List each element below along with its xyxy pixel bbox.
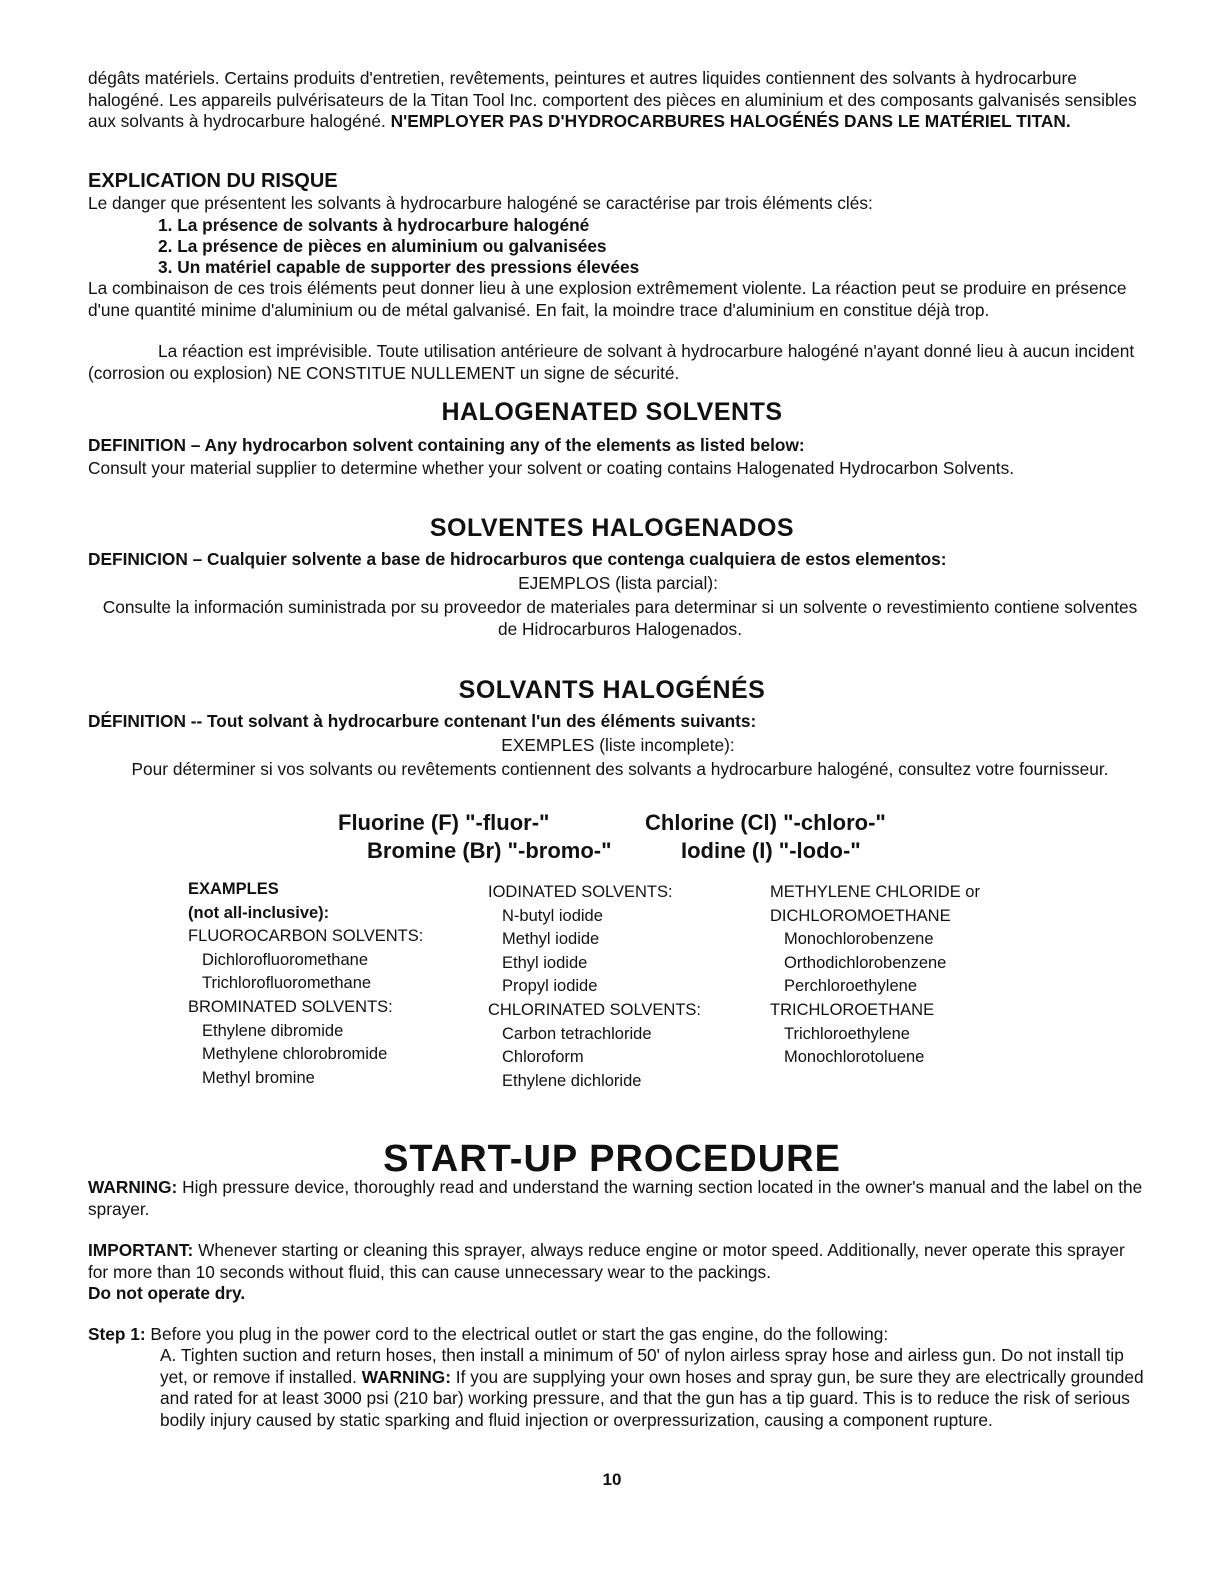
intro-warning: N'EMPLOYER PAS D'HYDROCARBURES HALOGÉNÉS DANS LE MATÉRIEL TITAN. [390, 111, 1071, 131]
step-a-warning-label: WARNING: [361, 1366, 451, 1387]
list-item: Orthodichlorobenzene [784, 953, 947, 972]
group-chlorinated: CHLORINATED SOLVENTS: [488, 1000, 702, 1019]
heading-startup-procedure: START-UP PROCEDURE [383, 1138, 841, 1180]
step-1 [88, 1324, 1148, 1346]
step-label: Step 1: [88, 1324, 146, 1344]
list-item: Perchloroethylene [784, 977, 917, 996]
list-item: Ethylene dibromide [202, 1021, 344, 1040]
english-definition: DEFINITION – Any hydrocarbon solvent containing any of the elements as listed below: [88, 435, 805, 455]
element-fluorine: Fluorine (F) "-fluor-" [338, 810, 550, 835]
explication-lead: Le danger que présentent les solvants à hydrocarbure halogéné se caractérise par trois éléments clés: [88, 193, 873, 213]
spanish-definition: DEFINICION – Cualquier solvente a base de hidrocarburos que contenga cualquiera de estos elementos: [88, 549, 947, 569]
step-a-text: A. Tighten suction and return hoses, then install a minimum of 50' of nylon airless spray hose and airless gun. Do not install tip yet, or remove if installed. [160, 1345, 1124, 1387]
list-item: Methylene chlorobromide [202, 1045, 388, 1064]
group-brominated: BROMINATED SOLVENTS: [188, 997, 393, 1016]
list-item: N-butyl iodide [502, 906, 603, 925]
english-consult: Consult your material supplier to determine whether your solvent or coating contains Halogenated Hydrocarbon Solvents. [88, 458, 1015, 478]
list-item: Chloroform [502, 1048, 584, 1067]
examples-title: EXAMPLES [188, 880, 279, 898]
list-item: Methyl iodide [502, 930, 600, 949]
do-not-operate-dry: Do not operate dry. [88, 1283, 246, 1303]
element-iodine: Iodine (I) "-lodo-" [681, 838, 861, 863]
list-item: Monochlorotoluene [784, 1048, 925, 1067]
risk-item-3: 3. Un matériel capable de supporter des pressions élevées [158, 257, 640, 277]
french-consult: Pour déterminer si vos solvants ou revêtements contiennent des solvants a hydrocarbure halogéné, consultez votre fournisseur. [131, 759, 1109, 779]
startup-important [88, 1240, 1148, 1283]
step-text: Before you plug in the power cord to the electrical outlet or start the gas engine, do the following: [145, 1324, 889, 1344]
list-item: Monochlorobenzene [784, 930, 934, 949]
intro-paragraph [88, 68, 1148, 133]
examples-column-3 [770, 881, 980, 1070]
french-examples: EXEMPLES (liste incomplete): [501, 735, 735, 755]
explication-title: EXPLICATION DU RISQUE [88, 170, 338, 192]
list-item: Trichloroethylene [784, 1024, 910, 1043]
heading-solventes-halogenados: SOLVENTES HALOGENADOS [429, 514, 795, 542]
list-item: Trichlorofluoromethane [202, 974, 372, 993]
risk-item-1: 1. La présence de solvants à hydrocarbure halogéné [158, 215, 590, 235]
group-fluorocarbon: FLUOROCARBON SOLVENTS: [188, 927, 424, 946]
spanish-consult: Consulte la información suministrada por su proveedor de materiales para determinar si un solvente o revestimiento contiene solventes de Hidrocarburos Halogenados. [102, 597, 1138, 639]
french-definition: DÉFINITION -- Tout solvant à hydrocarbure contenant l'un des éléments suivants: [88, 711, 757, 731]
step-a-warning-text: If you are supplying your own hoses and spray gun, be sure they are electrically grounded and rated for at least 3000 psi (210 bar) working pressure, and that the gun has a tip guard. This is to reduce the risk of serious bodily injury caused by static sparking and fluid injection or overpressurization, causing a component rupture. [160, 1366, 1144, 1430]
risk-item-2: 2. La présence de pièces en aluminium ou galvanisées [158, 236, 607, 256]
examples-subtitle: (not all-inclusive): [188, 903, 330, 922]
list-item: Propyl iodide [502, 977, 598, 996]
important-label: IMPORTANT: [88, 1240, 194, 1260]
heading-solvants-halogenes: SOLVANTS HALOGÉNÉS [458, 676, 766, 704]
spanish-examples: EJEMPLOS (lista parcial): [518, 573, 718, 593]
examples-column-1 [188, 878, 423, 1090]
element-chlorine: Chlorine (Cl) "-chloro-" [645, 810, 886, 835]
step-1-a [160, 1345, 1150, 1431]
warning-label: WARNING: [88, 1177, 178, 1197]
element-bromine: Bromine (Br) "-bromo-" [367, 838, 612, 863]
startup-warning [88, 1177, 1148, 1220]
heading-halogenated-solvents: HALOGENATED SOLVENTS [441, 398, 783, 426]
group-methylene-chloride: METHYLENE CHLORIDE or [770, 883, 980, 901]
group-dichloromoethane: DICHLOROMOETHANE [770, 906, 951, 925]
group-trichloroethane: TRICHLOROETHANE [770, 1000, 935, 1019]
explication-para2: La réaction est imprévisible. Toute utilisation antérieure de solvant à hydrocarbure halogéné n'ayant donné lieu à aucun incident (corrosion ou explosion) NE CONSTITUE NULLEMENT un signe de sécurité. [88, 341, 1135, 383]
list-item: Methyl bromine [202, 1068, 315, 1087]
list-item: Ethyl iodide [502, 953, 588, 972]
important-text: Whenever starting or cleaning this sprayer, always reduce engine or motor speed. Additionally, never operate this sprayer for more than 10 seconds without fluid, this can cause unnecessary wear to the packings. [88, 1240, 1125, 1282]
page-number: 10 [602, 1470, 622, 1489]
intro-text: dégâts matériels. Certains produits d'entretien, revêtements, peintures et autres liquides contiennent des solvants à hydrocarbure halogéné. Les appareils pulvérisateurs de la Titan Tool Inc. comportent des pièces en aluminium et des composants galvanisés sensibles aux solvants à hydrocarbure halogéné. [88, 68, 1137, 131]
list-item: Carbon tetrachloride [502, 1024, 652, 1043]
list-item: Dichlorofluoromethane [202, 950, 369, 969]
explication-para1: La combinaison de ces trois éléments peut donner lieu à une explosion extrêmement violente. La réaction peut se produire en présence d'une quantité minime d'aluminium ou de métal galvanisé. En fait, la moindre trace d'aluminium en constitue déjà trop. [88, 278, 1127, 320]
warning-text: High pressure device, thoroughly read and understand the warning section located in the owner's manual and the label on the sprayer. [88, 1177, 1143, 1219]
group-iodinated: IODINATED SOLVENTS: [488, 883, 673, 901]
list-item: Ethylene dichloride [502, 1071, 642, 1090]
examples-column-2 [488, 881, 701, 1093]
